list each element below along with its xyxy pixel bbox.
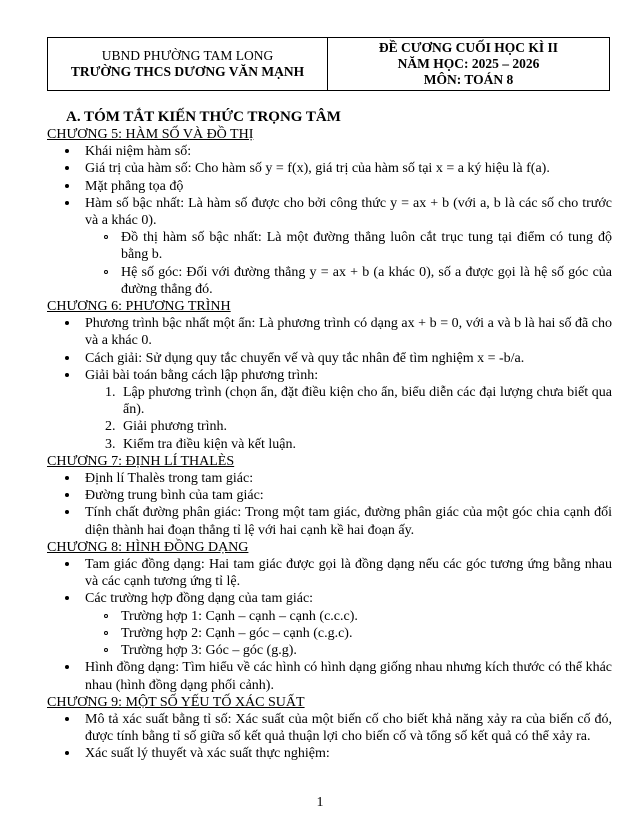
chapter-5-title: CHƯƠNG 5: HÀM SỐ VÀ ĐỒ THỊ	[47, 127, 254, 142]
document-body	[47, 109, 612, 763]
header-subject: MÔN: TOÁN 8	[423, 72, 514, 87]
list-item: Cách giải: Sử dụng quy tắc chuyển vế và quy tắc nhân để tìm nghiệm x = -b/a.	[85, 350, 612, 367]
header-doc-title: ĐỀ CƯƠNG CUỐI HỌC KÌ II	[378, 40, 559, 55]
sub-list-item: Trường hợp 3: Góc – góc (g.g).	[121, 642, 612, 659]
section-title: A. TÓM TẮT KIẾN THỨC TRỌNG TÂM	[66, 109, 341, 125]
header-table	[47, 37, 610, 91]
header-left-cell	[48, 38, 328, 91]
numbered-list	[85, 384, 612, 453]
chapter-6-title: CHƯƠNG 6: PHƯƠNG TRÌNH	[47, 299, 231, 315]
list-item-text: Hàm số bậc nhất: Là hàm số được cho bởi công thức y = ax + b (với a, b là các số cho trước và a khác 0).	[85, 195, 612, 229]
header-school: TRƯỜNG THCS DƯƠNG VĂN MẠNH	[70, 64, 305, 79]
chapter-8-list	[47, 556, 612, 694]
list-item: Xác suất lý thuyết và xác suất thực nghiệm:	[85, 745, 612, 762]
list-item: Tam giác đồng dạng: Hai tam giác được gọi là đồng dạng nếu các góc tương ứng bằng nhau và các cạnh tương ứng tỉ lệ.	[85, 557, 612, 590]
chapter-7-title: CHƯƠNG 7: ĐỊNH LÍ THALÈS	[47, 453, 235, 469]
sub-list-item: Trường hợp 2: Cạnh – góc – cạnh (c.g.c).	[121, 625, 612, 642]
chapter-5-list	[47, 143, 612, 298]
chapter-6-list	[47, 315, 612, 453]
list-item	[85, 195, 612, 298]
header-ward: UBND PHƯỜNG TAM LONG	[101, 48, 274, 63]
list-item: Đường trung bình của tam giác:	[85, 487, 612, 504]
list-item: Hình đồng dạng: Tìm hiểu về các hình có hình dạng giống nhau nhưng kích thước có thể khác nhau (hình đồng dạng phối cảnh).	[85, 660, 612, 693]
item-text: Giải phương trình.	[123, 419, 228, 435]
list-item-text: Giải bài toán bằng cách lập phương trình:	[85, 367, 319, 383]
numbered-item	[105, 436, 612, 453]
chapter-9-title: CHƯƠNG 9: MỘT SỐ YẾU TỐ XÁC SUẤT	[47, 694, 305, 710]
chapter-9-list	[47, 711, 612, 763]
sub-list-item: Đồ thị hàm số bậc nhất: Là một đường thẳng luôn cắt trục tung tại điểm có tung độ bằng b.	[121, 230, 612, 263]
chapter-8-title: CHƯƠNG 8: HÌNH ĐỒNG DẠNG	[47, 539, 249, 555]
list-item: Định lí Thalès trong tam giác:	[85, 470, 612, 487]
list-item: Khái niệm hàm số:	[85, 143, 612, 160]
sub-list	[85, 229, 612, 298]
item-number: 3.	[105, 436, 116, 452]
sub-list-item: Trường hợp 1: Cạnh – cạnh – cạnh (c.c.c).	[121, 608, 612, 625]
numbered-item	[105, 418, 612, 435]
sub-list-item: Hệ số góc: Đối với đường thẳng y = ax + b (a khác 0), số a được gọi là hệ số góc của đường thẳng đó.	[121, 264, 612, 297]
page-number: 1	[316, 795, 324, 810]
item-number: 1.	[105, 385, 116, 401]
list-item: Phương trình bậc nhất một ẩn: Là phương trình có dạng ax + b = 0, với a và b là hai số đã cho và a khác 0.	[85, 316, 612, 349]
header-school-year: NĂM HỌC: 2025 – 2026	[397, 56, 540, 71]
list-item	[85, 590, 612, 659]
list-item: Tính chất đường phân giác: Trong một tam giác, đường phân giác của một góc chia cạnh đối diện thành hai đoạn thẳng tỉ lệ với hai cạnh kề hai đoạn ấy.	[85, 505, 612, 538]
chapter-7-list	[47, 470, 612, 539]
list-item-text: Các trường hợp đồng dạng của tam giác:	[85, 591, 314, 607]
list-item	[85, 367, 612, 453]
sub-list	[85, 608, 612, 660]
item-number: 2.	[105, 419, 116, 435]
item-text: Kiểm tra điều kiện và kết luận.	[123, 436, 296, 452]
header-right-cell	[328, 38, 610, 91]
list-item: Mô tả xác suất bằng tỉ số: Xác suất của một biến cố cho biết khả năng xảy ra của biến cố đó, được tính bằng tỉ số giữa số kết quả thuận lợi cho biến cố và tổng số kết quả có thể xảy ra.	[85, 711, 612, 745]
list-item: Giá trị của hàm số: Cho hàm số y = f(x), giá trị của hàm số tại x = a ký hiệu là f(a).	[85, 160, 612, 177]
item-text: Lập phương trình (chọn ẩn, đặt điều kiện cho ẩn, biểu diễn các đại lượng chưa biết qua ẩn).	[123, 385, 612, 418]
numbered-item	[105, 384, 612, 418]
list-item: Mặt phẳng tọa độ	[85, 178, 612, 195]
